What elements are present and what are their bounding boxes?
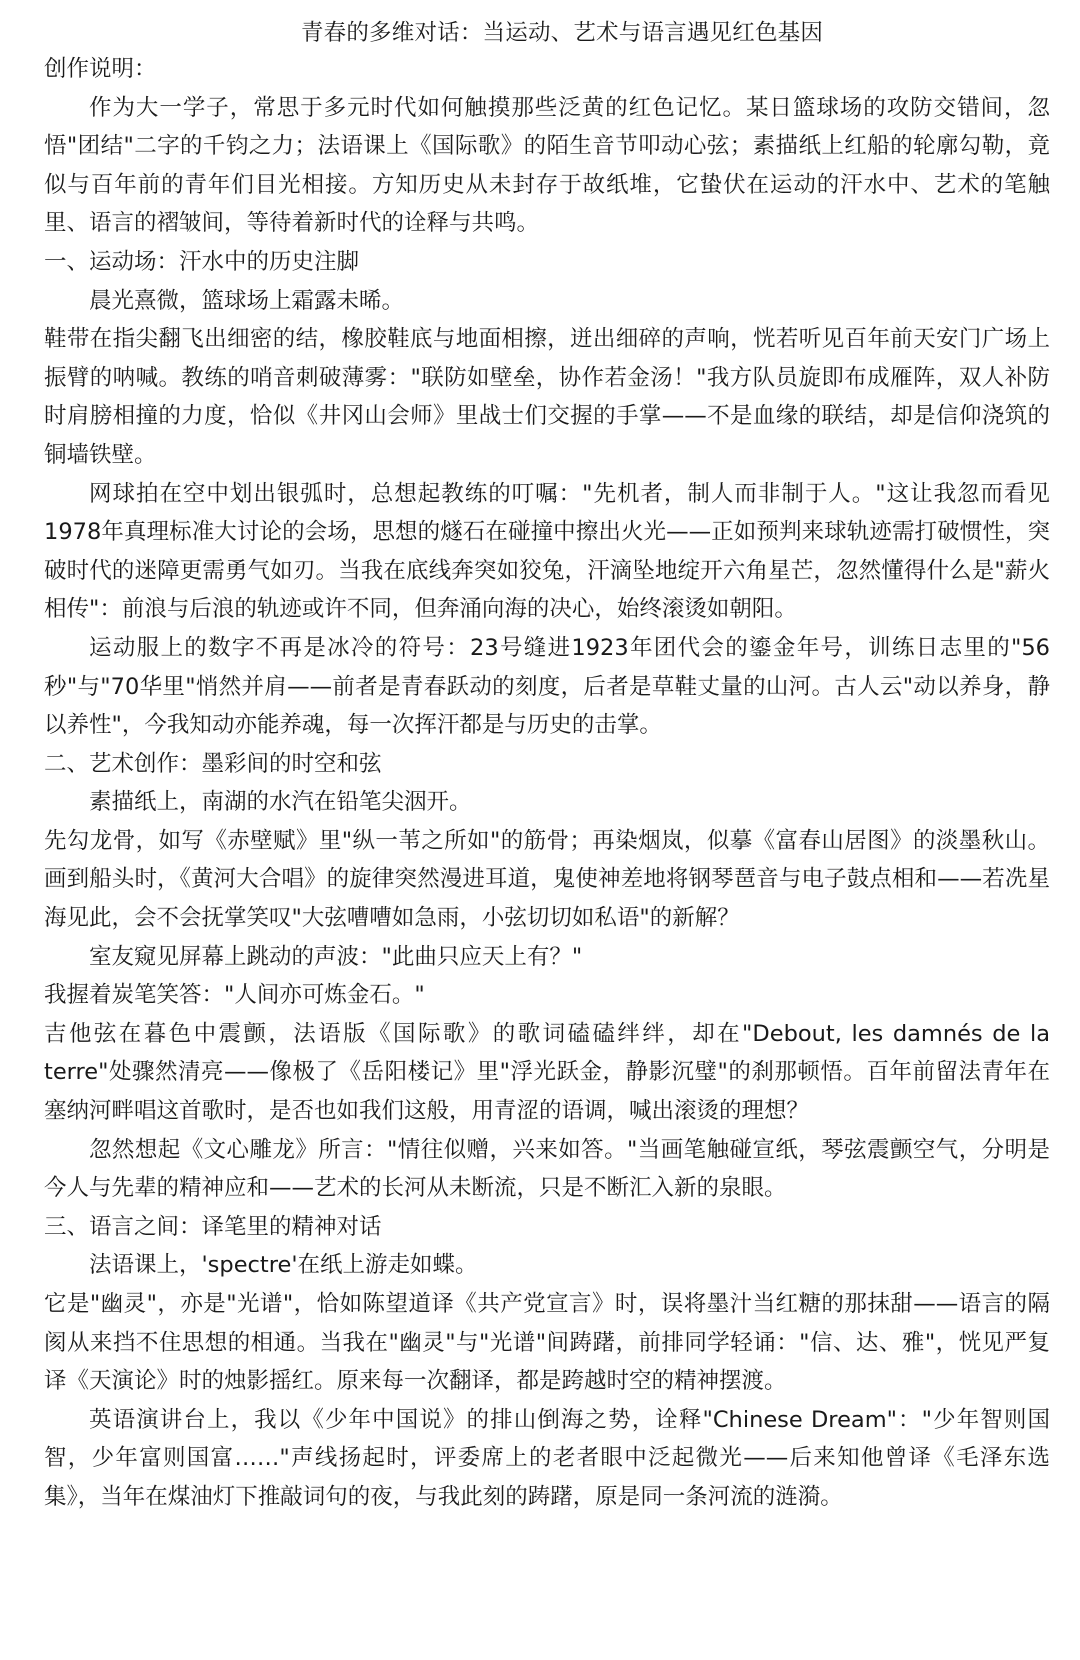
paragraph-speech: 英语演讲台上，我以《少年中国说》的排山倒海之势，诠释"Chinese Dream"："少年智则国智，少年富则国富……"声线扬起时，评委席上的老者眼中泛起微光——后来知他曾译《毛泽东选集》，当年在煤油灯下推敲词句的夜，与我此刻的踌躇，原是同一条河流的涟漪。 (44, 1406, 1050, 1510)
paragraph-wenxin: 忽然想起《文心雕龙》所言："情往似赠，兴来如答。"当画笔触碰宣纸，琴弦震颤空气，分明是今人与先辈的精神应和——艺术的长河从未断流，只是不断汇入新的泉眼。 (44, 1136, 1050, 1202)
paragraph-dawn: 晨光熹微，篮球场上霜露未晞。 (89, 287, 405, 314)
paragraph-drawing: 先勾龙骨，如写《赤壁赋》里"纵一苇之所如"的筋骨；再染烟岚，似摹《富春山居图》的淡墨秋山。画到船头时，《黄河大合唱》的旋律突然漫进耳道，鬼使神差地将钢琴琶音与电子鼓点相和——若冼星海见此，会不会抚掌笑叹"大弦嘈嘈如急雨，小弦切切如私语"的新解？ (44, 827, 1050, 932)
paragraph-sketch: 素描纸上，南湖的水汽在铅笔尖洇开。 (89, 789, 472, 816)
paragraph-creation-note: 作为大一学子，常思于多元时代如何触摸那些泛黄的红色记忆。某日篮球场的攻防交错间，忽悟"团结"二字的千钧之力；法语课上《国际歌》的陌生音节叩动心弦；素描纸上红船的轮廓勾勒，竟似与百年前的青年们目光相接。方知历史从未封存于故纸堆，它蛰伏在运动的汗水中、艺术的笔触里、语言的褶皱间，等待着新时代的诠释与共鸣。 (44, 94, 1050, 237)
creation-note-label: 创作说明： (44, 56, 157, 82)
paragraph-translation: 它是"幽灵"，亦是"光谱"，恰如陈望道译《共产党宣言》时，误将墨汁当红糖的那抹甜——语言的隔阂从来挡不住思想的相通。当我在"幽灵"与"光谱"间踌躇，前排同学轻诵："信、达、雅"，恍见严复译《天演论》时的烛影摇红。原来每一次翻译，都是跨越时空的精神摆渡。 (44, 1291, 1050, 1395)
section-heading-language: 三、语言之间：译笔里的精神对话 (44, 1213, 382, 1240)
section-heading-sports: 一、运动场：汗水中的历史注脚 (44, 248, 360, 275)
paragraph-french-class: 法语课上，'spectre'在纸上游走如蝶。 (89, 1252, 478, 1279)
document-title: 青春的多维对话：当运动、艺术与语言遇见红色基因 (300, 20, 824, 46)
paragraph-reply: 我握着炭笔笑答："人间亦可炼金石。" (44, 982, 425, 1009)
paragraph-tennis: 网球拍在空中划出银弧时，总想起教练的叮嘱："先机者，制人而非制于人。"这让我忽而看见1978年真理标准大讨论的会场，思想的燧石在碰撞中擦出火光——正如预判来球轨迹需打破惯性，突破时代的迷障更需勇气如刃。当我在底线奔突如狡兔，汗滴坠地绽开六角星芒，忽然懂得什么是"薪火相传"：前浪与后浪的轨迹或许不同，但奔涌向海的决心，始终滚烫如朝阳。 (44, 480, 1050, 623)
document-body (44, 50, 1050, 1517)
section-heading-art: 二、艺术创作：墨彩间的时空和弦 (44, 750, 382, 777)
paragraph-roommate: 室友窥见屏幕上跳动的声波："此曲只应天上有？" (89, 943, 583, 970)
paragraph-guitar: 吉他弦在暮色中震颤，法语版《国际歌》的歌词磕磕绊绊，却在"Debout, les damnés de la terre"处骤然清亮——像极了《岳阳楼记》里"浮光跃金，静影沉璧"的刹那顿悟。百年前留法青年在塞纳河畔唱这首歌时，是否也如我们这般，用青涩的语调，喊出滚烫的理想？ (44, 1020, 1050, 1125)
paragraph-basketball: 鞋带在指尖翻飞出细密的结，橡胶鞋底与地面相擦，迸出细碎的声响，恍若听见百年前天安门广场上振臂的呐喊。教练的哨音刺破薄雾："联防如壁垒，协作若金汤！"我方队员旋即布成雁阵，双人补防时肩膀相撞的力度，恰似《井冈山会师》里战士们交握的手掌——不是血缘的联结，却是信仰浇筑的铜墙铁壁。 (44, 326, 1050, 468)
paragraph-jersey-numbers: 运动服上的数字不再是冰冷的符号：23号缝进1923年团代会的鎏金年号，训练日志里的"56秒"与"70华里"悄然并肩——前者是青春跃动的刻度，后者是草鞋丈量的山河。古人云"动以养身，静以养性"，今我知动亦能养魂，每一次挥汗都是与历史的击掌。 (44, 634, 1050, 739)
